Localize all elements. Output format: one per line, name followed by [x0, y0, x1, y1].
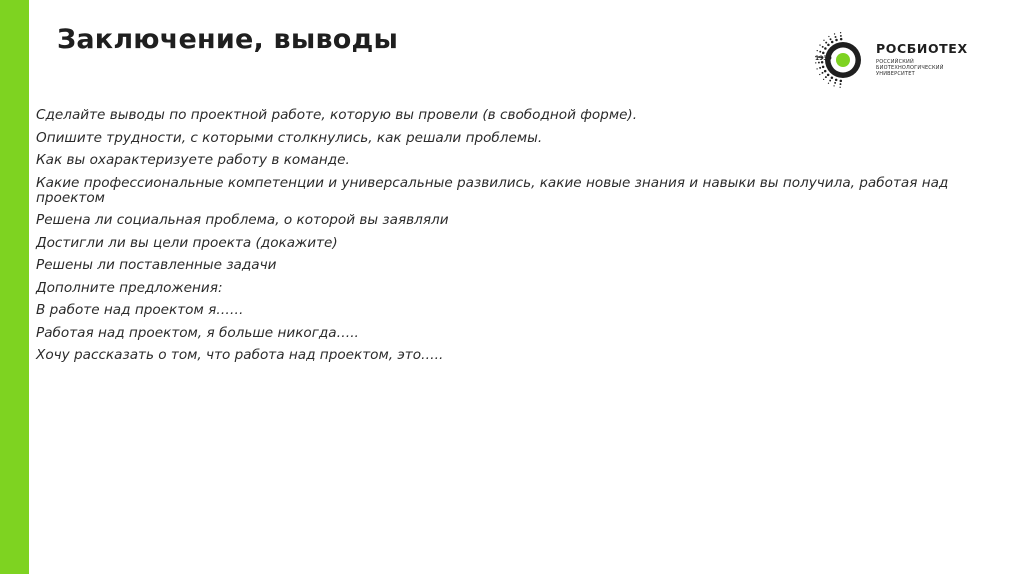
list-item: Как вы охарактеризуете работу в команде. — [36, 152, 350, 168]
logo-dot — [822, 46, 824, 48]
logo-subtitle-line: УНИВЕРСИТЕТ — [876, 71, 915, 78]
logo-dot — [840, 35, 842, 37]
logo-dot — [829, 80, 831, 82]
logo-name: РОСБИОТЕХ — [876, 41, 968, 56]
logo-dot — [819, 67, 821, 69]
list-item: Опишите трудности, с которыми столкнулись, как решали проблемы. — [36, 129, 543, 146]
logo-dot — [819, 74, 820, 75]
list-item: Сделайте выводы по проектной работе, которую вы провели (в свободной форме). — [36, 107, 638, 123]
accent-bar — [0, 0, 29, 574]
logo-dot — [835, 39, 838, 42]
logo-dot — [835, 79, 838, 82]
list-item: Хочу рассказать о том, что работа над проектом, это….. — [36, 347, 444, 363]
list-item: Достигли ли вы цели проекта (докажите) — [36, 234, 338, 251]
logo-dot — [827, 74, 830, 77]
logo-dot — [816, 68, 817, 69]
logo-dot — [824, 70, 827, 73]
logo-dot — [825, 76, 827, 78]
logo-dot — [840, 80, 843, 83]
slide-title: Заключение, выводы — [57, 24, 399, 55]
logo-dot — [834, 82, 836, 84]
logo-dot — [839, 87, 840, 88]
logo-dot — [822, 52, 825, 55]
logo-dot — [819, 44, 820, 45]
logo-year: 1930 — [815, 55, 832, 62]
logo-dot — [823, 40, 824, 41]
logo-dot — [828, 36, 829, 37]
logo-dot — [827, 44, 830, 47]
university-logo — [812, 32, 1012, 88]
logo-dot — [831, 41, 834, 44]
logo-dot — [840, 83, 842, 85]
logo-dot — [824, 47, 827, 50]
logo-dot — [834, 33, 835, 34]
list-item: Какие профессиональные компетенции и универсальные развились, какие новые знания и навыки вы получила, работая над проектом — [36, 174, 949, 206]
logo-subtitle-line: БИОТЕХНОЛОГИЧЕСКИЙ — [876, 65, 944, 72]
logo-dot — [823, 79, 824, 80]
logo-dot — [822, 66, 825, 69]
logo-dot — [835, 36, 837, 38]
list-item: Решена ли социальная проблема, о которой вы заявляли — [36, 212, 449, 228]
logo-dot — [822, 72, 824, 74]
logo-subtitle — [876, 59, 944, 78]
logo-dot — [819, 51, 821, 53]
logo-subtitle-line: РОССИЙСКИЙ — [876, 59, 914, 65]
list-item: Решены ли поставленные задачи — [36, 257, 277, 273]
logo-dot — [833, 85, 834, 86]
list-item: В работе над проектом я…… — [36, 302, 244, 318]
conclusion-questions-list — [36, 108, 1021, 371]
logo-dot — [815, 62, 816, 63]
list-item: Работая над проектом, я больше никогда….. — [36, 324, 359, 341]
logo-dot — [840, 32, 841, 33]
list-item: Дополните предложения: — [36, 279, 223, 296]
logo-dot — [828, 83, 829, 84]
logo-dot — [830, 38, 832, 40]
logo-dot — [825, 42, 827, 44]
logo-dot — [817, 50, 818, 51]
logo-dot — [840, 38, 843, 41]
logo-dot — [831, 77, 834, 80]
